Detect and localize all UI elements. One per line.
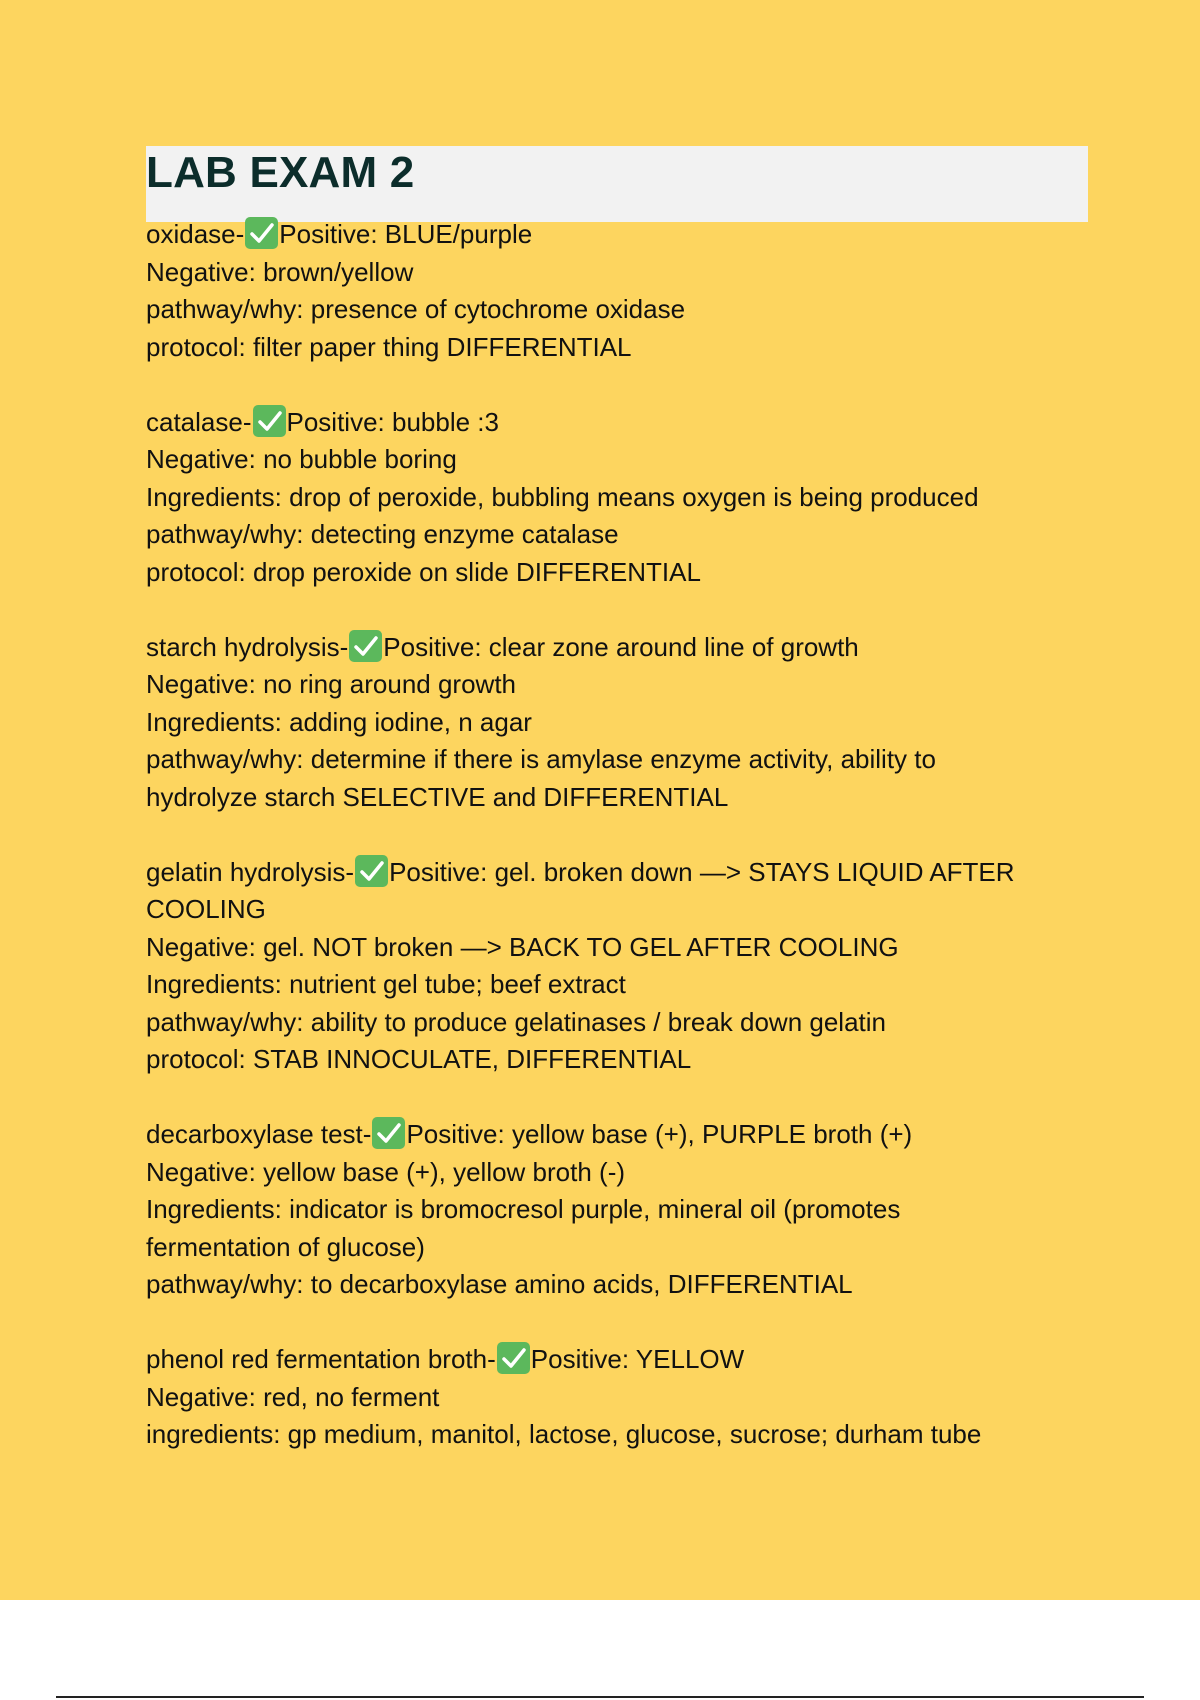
test-section-decarboxylase	[146, 1116, 1096, 1304]
text-line: Ingredients: adding iodine, n agar	[146, 706, 532, 737]
document-body	[146, 216, 1096, 1491]
test-name: gelatin hydrolysis-	[146, 856, 355, 887]
test-heading-line	[146, 216, 1096, 254]
text-line: Negative: yellow base (+), yellow broth (-)	[146, 1156, 626, 1187]
text-line: Negative: brown/yellow	[146, 256, 414, 287]
text-line: Ingredients: indicator is bromocresol purple, mineral oil (promotes	[146, 1194, 901, 1224]
text-line: pathway/why: detecting enzyme catalase	[146, 519, 619, 549]
test-name: starch hydrolysis-	[146, 631, 349, 662]
text-line: protocol: drop peroxide on slide DIFFERENTIAL	[146, 556, 701, 587]
test-name: decarboxylase test-	[146, 1119, 372, 1149]
text-line: fermentation of glucose)	[146, 1231, 425, 1262]
text-line: Ingredients: nutrient gel tube; beef extract	[146, 969, 626, 999]
text-line: Negative: no ring around growth	[146, 669, 517, 699]
positive-result: Positive: gel. broken down —> STAYS LIQUID AFTER	[389, 856, 1015, 887]
positive-result: Positive: bubble :3	[286, 406, 499, 437]
test-heading-line	[146, 854, 1096, 892]
text-line: pathway/why: determine if there is amylase enzyme activity, ability to	[146, 744, 936, 774]
check-mark-icon	[245, 217, 278, 249]
check-mark-icon	[497, 1342, 530, 1374]
test-name: oxidase-	[146, 219, 245, 249]
positive-result: Positive: yellow base (+), PURPLE broth (+)	[406, 1119, 913, 1149]
text-line: pathway/why: to decarboxylase amino acids, DIFFERENTIAL	[146, 1269, 853, 1299]
page-divider	[56, 1696, 1144, 1698]
test-heading-line	[146, 1116, 1096, 1154]
test-name: catalase-	[146, 406, 252, 437]
test-section-phenol-red	[146, 1341, 1096, 1454]
test-section-oxidase	[146, 216, 1096, 366]
positive-result: Positive: BLUE/purple	[279, 219, 533, 249]
text-line: protocol: STAB INNOCULATE, DIFFERENTIAL	[146, 1044, 692, 1074]
text-line: Negative: no bubble boring	[146, 444, 457, 474]
test-section-gelatin-hydrolysis	[146, 854, 1096, 1079]
positive-result: Positive: clear zone around line of growth	[383, 631, 859, 662]
check-mark-icon	[372, 1117, 405, 1149]
test-heading-line	[146, 1341, 1096, 1379]
positive-result: Positive: YELLOW	[530, 1344, 745, 1374]
text-line: COOLING	[146, 894, 266, 924]
text-line: ingredients: gp medium, manitol, lactose, glucose, sucrose; durham tube	[146, 1419, 982, 1449]
page-title: LAB EXAM 2	[146, 148, 415, 197]
test-section-starch-hydrolysis	[146, 629, 1096, 817]
text-line: protocol: filter paper thing DIFFERENTIAL	[146, 331, 632, 362]
test-heading-line	[146, 629, 1096, 667]
text-line: Negative: gel. NOT broken —> BACK TO GEL AFTER COOLING	[146, 931, 899, 962]
test-name: phenol red fermentation broth-	[146, 1344, 496, 1374]
text-line: pathway/why: presence of cytochrome oxidase	[146, 294, 686, 324]
text-line: Ingredients: drop of peroxide, bubbling means oxygen is being produced	[146, 481, 979, 512]
check-mark-icon	[349, 630, 382, 662]
text-line: pathway/why: ability to produce gelatinases / break down gelatin	[146, 1006, 886, 1037]
check-mark-icon	[253, 405, 286, 437]
test-section-catalase	[146, 404, 1096, 592]
text-line: hydrolyze starch SELECTIVE and DIFFERENTIAL	[146, 781, 729, 812]
test-heading-line	[146, 404, 1096, 442]
text-line: Negative: red, no ferment	[146, 1381, 440, 1412]
check-mark-icon	[355, 855, 388, 887]
